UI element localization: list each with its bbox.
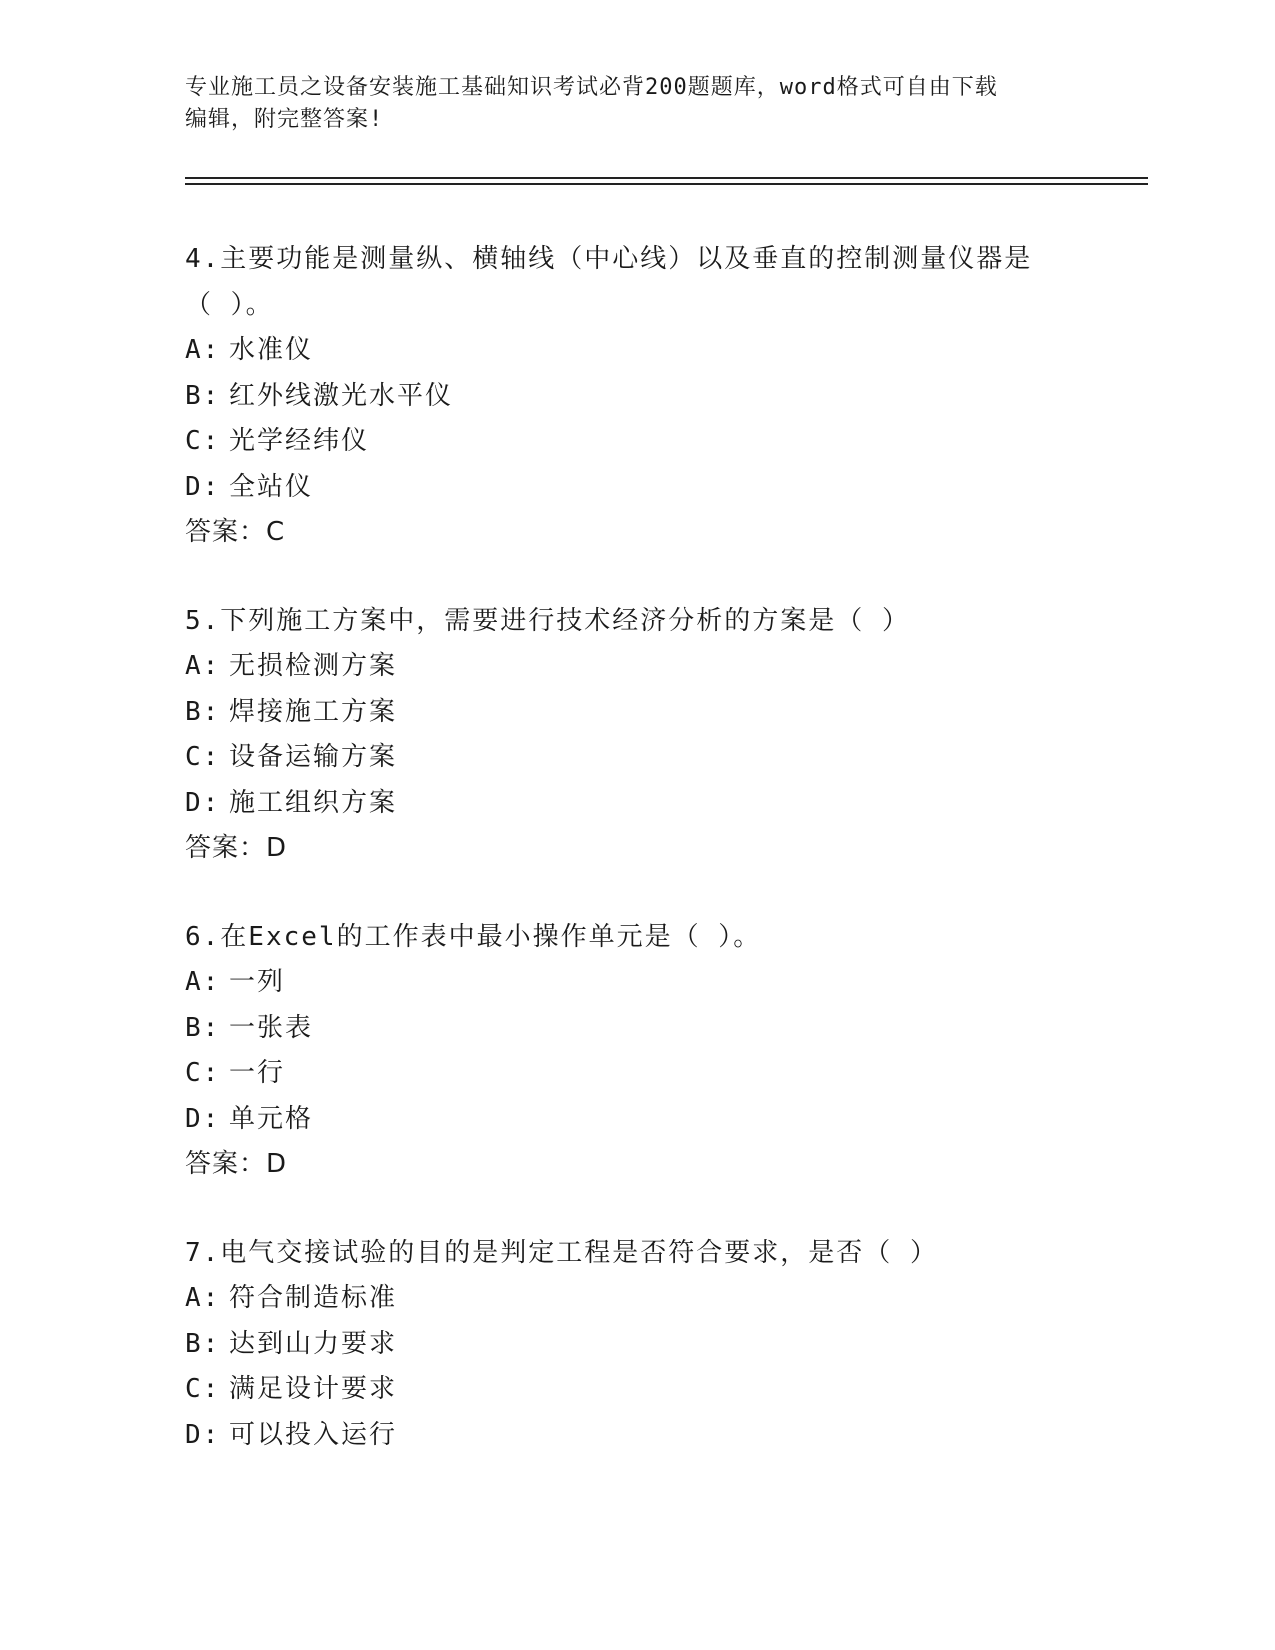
- option-d: [185, 781, 1085, 827]
- option-d: [185, 1413, 1085, 1459]
- option-text: 全站仪: [229, 471, 314, 502]
- option-a: [185, 328, 1085, 374]
- question-stem-continued: （ ）。: [185, 290, 274, 320]
- option-key: A:: [185, 651, 221, 681]
- option-key: A:: [185, 1283, 221, 1313]
- option-key: B:: [185, 696, 221, 727]
- header-divider-bottom: [185, 183, 1148, 185]
- option-key: B:: [185, 1012, 221, 1043]
- option-key: B:: [185, 1328, 221, 1359]
- answer: 答案：D: [185, 833, 288, 863]
- option-text: 一行: [229, 1058, 286, 1088]
- option-c: [185, 735, 1085, 781]
- option-c: [185, 1367, 1085, 1413]
- option-key: C:: [185, 742, 221, 772]
- option-text: 一列: [229, 967, 286, 997]
- question-7: [185, 1230, 1085, 1458]
- question-6: [185, 914, 1085, 1186]
- option-text: 无损检测方案: [229, 651, 398, 681]
- question-list: [185, 236, 1085, 1502]
- option-text: 施工组织方案: [229, 787, 398, 818]
- option-text: 设备运输方案: [229, 742, 398, 772]
- option-text: 焊接施工方案: [229, 696, 398, 727]
- option-b: [185, 1006, 1085, 1052]
- option-b: [185, 1322, 1085, 1368]
- option-b: [185, 374, 1085, 420]
- header-divider-top: [185, 177, 1148, 179]
- option-key: D:: [185, 1103, 221, 1134]
- question-stem: 7.电气交接试验的目的是判定工程是否符合要求，是否（ ）: [185, 1238, 938, 1268]
- question-stem: 6.在Excel的工作表中最小操作单元是（ ）。: [185, 922, 762, 952]
- option-c: [185, 1051, 1085, 1097]
- option-d: [185, 1097, 1085, 1143]
- answer: 答案：D: [185, 1149, 288, 1179]
- question-4: [185, 236, 1085, 554]
- option-key: C:: [185, 426, 221, 456]
- option-text: 水准仪: [229, 335, 314, 365]
- option-text: 红外线激光水平仪: [229, 380, 454, 411]
- option-key: A:: [185, 967, 221, 997]
- option-a: [185, 644, 1085, 690]
- option-key: D:: [185, 1419, 221, 1450]
- document-header: [185, 72, 1065, 136]
- header-line-2: 编辑，附完整答案!: [185, 107, 384, 132]
- option-a: [185, 1276, 1085, 1322]
- option-text: 符合制造标准: [229, 1283, 398, 1313]
- question-stem: 4.主要功能是测量纵、横轴线（中心线）以及垂直的控制测量仪器是: [185, 244, 1033, 274]
- option-text: 一张表: [229, 1012, 314, 1043]
- option-key: D:: [185, 471, 221, 502]
- question-stem: 5.下列施工方案中，需要进行技术经济分析的方案是（ ）: [185, 606, 910, 636]
- option-key: C:: [185, 1058, 221, 1088]
- option-key: B:: [185, 380, 221, 411]
- option-b: [185, 690, 1085, 736]
- option-key: D:: [185, 787, 221, 818]
- option-text: 光学经纬仪: [229, 426, 370, 456]
- option-a: [185, 960, 1085, 1006]
- option-text: 单元格: [229, 1103, 314, 1134]
- option-text: 达到山力要求: [229, 1328, 398, 1359]
- option-c: [185, 419, 1085, 465]
- option-text: 可以投入运行: [229, 1419, 398, 1450]
- option-d: [185, 465, 1085, 511]
- question-5: [185, 598, 1085, 870]
- option-key: C:: [185, 1374, 221, 1404]
- option-text: 满足设计要求: [229, 1374, 398, 1404]
- header-line-1: 专业施工员之设备安装施工基础知识考试必背200题题库，word格式可自由下载: [185, 75, 998, 100]
- answer: 答案：C: [185, 517, 286, 547]
- option-key: A:: [185, 335, 221, 365]
